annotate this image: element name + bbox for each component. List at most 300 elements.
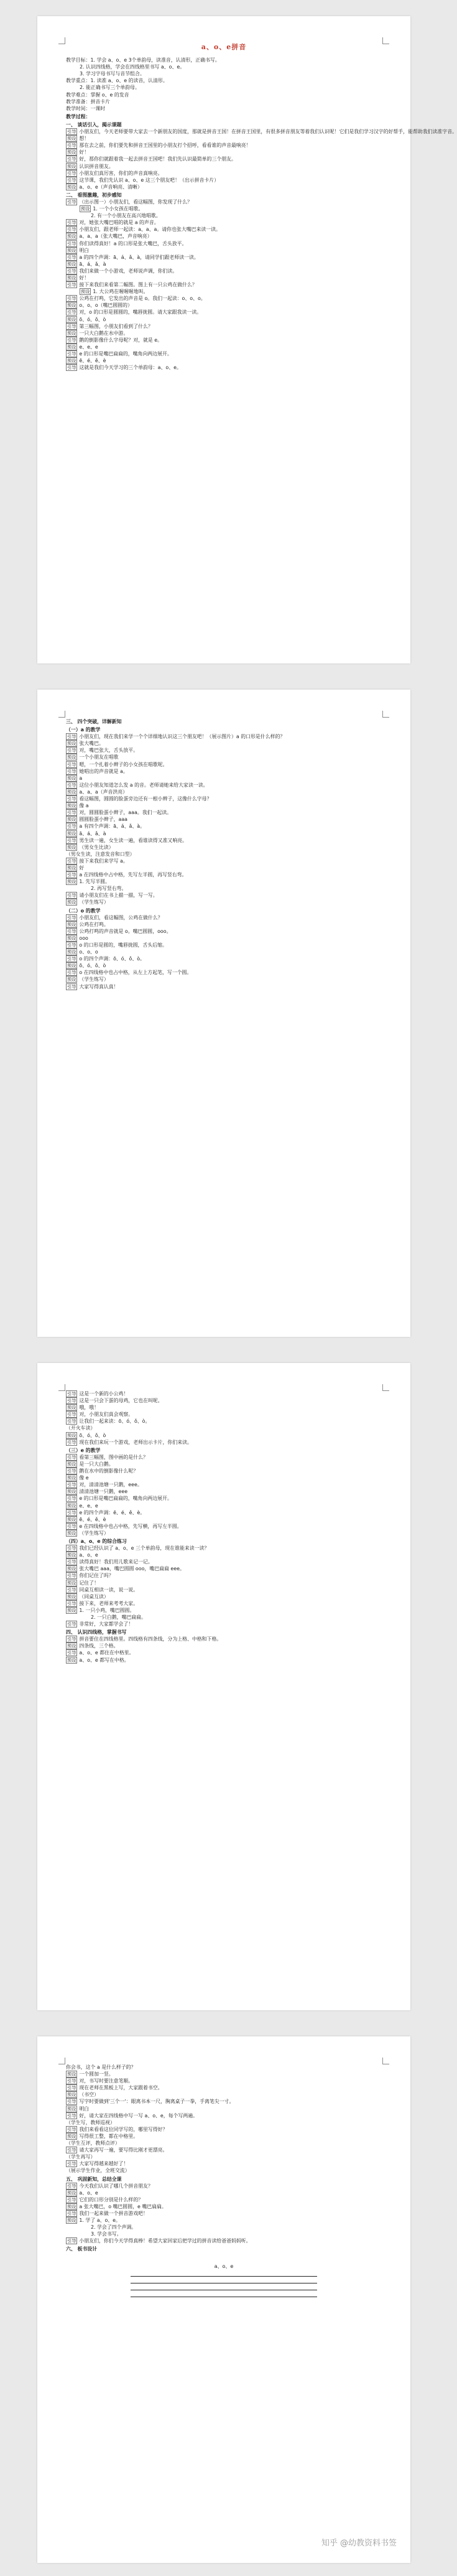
dialogue-tag: 预设: [67, 136, 76, 142]
dialogue-tag: 引导: [67, 240, 76, 246]
corner-crop-mark: [58, 37, 65, 44]
dialogue-tag: 引导: [67, 365, 76, 371]
corner-crop-mark: [382, 2058, 389, 2064]
text-line: [66, 2203, 382, 2210]
line-text: 认识拼音朋友。: [79, 163, 114, 169]
line-text: 那在去之前，你们要先和拼音王国里的小朋友打个招呼，看看谁的声音最响亮！: [79, 143, 251, 149]
text-line: [66, 782, 382, 789]
dialogue-tag: 预设: [67, 899, 76, 906]
dialogue-tag: 引导: [67, 170, 76, 176]
dialogue-tag: 引导: [67, 983, 76, 990]
line-text: 小朋友们，现在我们来学一个个详细地认识这三个朋友吧！（展示图片）a 的口形是什么样的？: [79, 734, 285, 740]
line-text: 她唱出的声音就是 a。: [79, 768, 128, 774]
text-line: [66, 1621, 382, 1628]
section-heading: [66, 726, 382, 733]
dialogue-tag: 预设: [67, 1475, 76, 1481]
text-line: [66, 2224, 382, 2231]
line-text: 2. 一只白鹅，嘴巴扁扁。: [91, 1614, 146, 1620]
text-line: [66, 240, 382, 247]
dialogue-tag: 引导: [67, 323, 76, 329]
line-text: 2. 学会了四个声调。: [91, 2224, 137, 2231]
dialogue-tag: 预设: [67, 1489, 76, 1495]
line-text: 公鸡在打鸣。: [79, 921, 109, 927]
text-line: [66, 1545, 382, 1552]
line-text: 明白: [79, 247, 90, 253]
text-line: [66, 955, 382, 962]
text-line: [66, 858, 382, 864]
line-text: a、a、a（声音洪亮）: [79, 789, 128, 795]
text-line: [66, 364, 382, 371]
dialogue-tag: 引导: [67, 1573, 76, 1579]
line-text: 1. 先写半圆。: [79, 879, 110, 885]
text-line: [66, 344, 382, 350]
text-line: [66, 795, 382, 802]
text-line: [66, 1509, 382, 1516]
dialogue-tag: 引导: [67, 309, 76, 316]
line-text: 张大嘴巴 aaa，嘴巴圆圆 ooo，嘴巴扁扁 eee。: [79, 1566, 185, 1572]
text-line: [66, 302, 382, 309]
line-text: 小朋友们，跟老师一起读：a、a、a。请你也张大嘴巴来读一读。: [79, 227, 221, 233]
document-page-2: [37, 690, 410, 1337]
line-text: （开火车读）: [66, 1425, 96, 1431]
line-text: （学生再写）: [66, 2154, 96, 2160]
line-text: 请大家再写一遍，要写得比刚才更漂亮。: [79, 2147, 168, 2153]
text-line: [66, 330, 382, 337]
dialogue-tag: 引导: [67, 1418, 76, 1425]
dialogue-tag: 引导: [67, 296, 76, 302]
text-line: [66, 1614, 382, 1621]
line-text: 请小朋友们在书上描一描，写一写。: [79, 892, 158, 899]
line-text: 写字时要做到'三个一'：眼离书本一尺，胸离桌子一拳，手离笔尖一寸。: [79, 2099, 234, 2105]
line-text: （出示图一）小朋友们，看这幅图，你发现了什么？: [79, 199, 192, 205]
corner-crop-mark: [382, 37, 389, 44]
text-line: [66, 316, 382, 323]
line-text: （四）a、o、e 的综合练习: [66, 1538, 127, 1544]
dialogue-tag: 预设: [67, 344, 76, 350]
section-heading: [66, 1447, 382, 1454]
text-line: [66, 350, 382, 357]
dialogue-tag: 预设: [67, 2071, 76, 2077]
text-line: [66, 2160, 382, 2167]
text-line: [66, 733, 382, 740]
line-text: 我们已经认识了 a、o、e 三个单韵母，现在谁能来读一读？: [79, 1545, 210, 1552]
line-text: 接下来我们来看第二幅图。图上有一只公鸡在做什么？: [79, 282, 197, 288]
dialogue-tag: 预设: [67, 864, 76, 871]
line-text: 对，嘴巴张大，舌头放平。: [79, 747, 139, 754]
line-text: 3. 学会书写。: [91, 2231, 122, 2237]
dialogue-tag: 引导: [67, 2183, 76, 2189]
dialogue-tag: 引导: [67, 1412, 76, 1418]
text-line: [66, 1404, 382, 1411]
blackboard-design: [131, 2263, 317, 2297]
line-text: 你会书，这个 a 是什么样子的？: [66, 2064, 136, 2070]
corner-crop-mark: [58, 1384, 65, 1391]
line-text: 小朋友们，今天老师要带大家去一个新朋友的国度，那就是拼音王国！在拼音王国里，有很多拼音朋友等着我们认识呢！它们是我们学习汉字的好帮手，能帮助我们读准字音。: [79, 129, 457, 135]
text-line: [66, 1411, 382, 1418]
dialogue-tag: 引导: [67, 337, 76, 343]
page-text-lines: [66, 1390, 382, 1664]
text-line: [66, 2064, 382, 2071]
text-line: [66, 935, 382, 942]
dialogue-tag: 预设: [67, 803, 76, 809]
line-text: a: [79, 775, 83, 781]
line-text: 2. 有一个小朋友在高兴地唱歌。: [91, 213, 161, 219]
text-line: [66, 928, 382, 935]
text-line: [66, 337, 382, 344]
text-line: [66, 135, 382, 142]
text-line: [66, 2112, 382, 2119]
document-page-1: [37, 16, 457, 663]
line-text: 五、 巩固新知，总结全课: [66, 2176, 122, 2182]
line-text: （学生练写）: [79, 1530, 109, 1536]
line-text: 像 e: [79, 1475, 89, 1481]
text-line: [66, 2140, 382, 2147]
text-line: [66, 281, 382, 288]
line-text: （一）a 的教学: [66, 727, 101, 733]
text-line: [66, 1390, 382, 1397]
line-text: 是一只大白鹅。: [79, 1461, 114, 1467]
corner-crop-mark: [382, 1384, 389, 1391]
text-line: [66, 1495, 382, 1502]
dialogue-tag: 引导: [67, 837, 76, 843]
dialogue-tag: 预设: [81, 206, 90, 212]
corner-crop-mark: [382, 711, 389, 718]
dialogue-tag: 引导: [67, 1650, 76, 1656]
dialogue-tag: 预设: [67, 1552, 76, 1558]
dialogue-tag: 引导: [67, 796, 76, 802]
text-line: [66, 789, 382, 795]
text-line: [66, 57, 382, 63]
section-heading: [66, 907, 382, 914]
line-text: e、e、e: [79, 344, 98, 350]
section-heading: [66, 1538, 382, 1545]
dialogue-tag: 预设: [67, 1580, 76, 1586]
line-text: 你们记住了吗？: [79, 1573, 114, 1579]
text-line: [66, 871, 382, 878]
dialogue-tag: 预设: [67, 2092, 76, 2098]
dialogue-tag: 引导: [67, 2085, 76, 2091]
line-text: 记住了！: [79, 1580, 99, 1586]
section-heading: [66, 718, 382, 725]
text-line: [66, 268, 382, 274]
dialogue-tag: 引导: [67, 1509, 76, 1515]
text-line: [66, 948, 382, 955]
board-title: a、o、e: [214, 2263, 234, 2269]
line-text: a 在四线格中占中格，先写左半圆，再写竖右弯。: [79, 872, 187, 878]
line-text: 这位小朋友知道怎么发 a 的音。老师请她来给大家读一读。: [79, 782, 208, 788]
dialogue-tag: 预设: [67, 977, 76, 983]
line-text: 看这幅图，圆圆的脸蛋旁边还有一根小辫子，这像什么字母？: [79, 796, 212, 802]
line-text: a、a、a（张大嘴巴，声音响亮）: [79, 233, 152, 240]
line-text: 好！: [79, 149, 90, 156]
text-line: [66, 149, 382, 156]
line-text: 好！: [79, 275, 90, 281]
corner-crop-mark: [58, 2058, 65, 2064]
line-text: ō、ó、ǒ、ò: [79, 316, 106, 322]
line-text: （同桌互读）: [79, 1593, 109, 1599]
text-line: [66, 1425, 382, 1431]
dialogue-tag: 引导: [67, 810, 76, 816]
dialogue-tag: 引导: [67, 1496, 76, 1502]
text-line: [66, 2231, 382, 2237]
line-text: 这是一只会下蛋的母鸡，它也在叫呢。: [79, 1398, 163, 1404]
line-text: 清清池塘一只鹅，eee: [79, 1489, 128, 1495]
text-line: [66, 170, 382, 177]
text-line: [66, 1418, 382, 1425]
text-line: [66, 1558, 382, 1565]
line-text: ē、é、ě、è: [79, 1516, 106, 1522]
dialogue-tag: 引导: [67, 2112, 76, 2119]
text-line: [66, 2091, 382, 2098]
line-text: o 的四个声调：ō、ó、ǒ、ò。: [79, 956, 145, 962]
watermark: 知乎 @幼教资料书签: [321, 2539, 397, 2548]
line-text: （书空）: [79, 2092, 99, 2098]
dialogue-tag: 预设: [67, 754, 76, 761]
text-line: [66, 942, 382, 948]
dialogue-tag: 引导: [67, 734, 76, 740]
dialogue-tag: 预设: [67, 2203, 76, 2209]
dialogue-tag: 引导: [67, 892, 76, 899]
text-line: [66, 740, 382, 747]
text-line: [66, 70, 382, 77]
text-line: [66, 768, 382, 775]
text-line: [66, 2167, 382, 2174]
line-text: （展示学生作业，全班交流）: [66, 2168, 130, 2174]
text-line: [66, 1432, 382, 1439]
text-line: [66, 1657, 382, 1664]
dialogue-tag: 预设: [67, 275, 76, 281]
line-text: ō、ó、ǒ、ò: [79, 1432, 106, 1438]
line-text: 第三幅图，小朋友们看到了什么？: [79, 323, 153, 329]
dialogue-tag: 引导: [67, 1586, 76, 1593]
text-line: [66, 1461, 382, 1468]
text-line: [66, 233, 382, 240]
text-line: [66, 2077, 382, 2084]
text-line: [66, 105, 382, 112]
line-text: 六、 板书设计: [66, 2246, 98, 2252]
text-line: [66, 864, 382, 871]
line-text: o、o、o: [79, 949, 98, 955]
line-text: 鹅在水中的倒影像什么呢？: [79, 1468, 139, 1474]
dialogue-tag: 预设: [67, 775, 76, 781]
line-text: 教学时间：一课时: [66, 105, 106, 111]
text-line: [66, 357, 382, 364]
line-text: 好: [79, 864, 85, 871]
dialogue-tag: 引导: [67, 942, 76, 948]
text-line: [66, 288, 382, 295]
line-text: o 在四线格中也占中格，从左上方起笔，写一个圆。: [79, 970, 192, 976]
line-text: 公鸡打鸣的声音就是 o。嘴巴圆圆，ooo。: [79, 928, 172, 934]
page-text-lines: [66, 718, 382, 990]
line-text: 教学难点：掌握 o、e 的发音: [66, 91, 129, 98]
dialogue-tag: 预设: [67, 844, 76, 850]
text-line: [66, 899, 382, 906]
page-text-lines: [66, 2064, 382, 2253]
dialogue-tag: 引导: [67, 2161, 76, 2167]
text-line: [66, 2126, 382, 2133]
text-line: [66, 2147, 382, 2153]
text-line: [66, 184, 382, 190]
line-text: 鹅的倒影像什么字母呢？对，就是 e。: [79, 337, 163, 343]
line-text: 明白: [79, 2105, 90, 2112]
text-line: [66, 163, 382, 170]
line-text: o、o、o（嘴巴圆圆的）: [79, 302, 132, 309]
text-line: [66, 98, 382, 105]
line-text: 一、 谈话引入，揭示课题: [66, 121, 122, 128]
line-text: 2. 再写竖右弯。: [91, 886, 127, 892]
text-line: [66, 976, 382, 983]
line-text: ā、á、ǎ、à: [79, 830, 106, 836]
dialogue-tag: 引导: [67, 1523, 76, 1529]
line-text: a、o、e: [79, 2190, 98, 2196]
text-line: [66, 830, 382, 837]
dialogue-tag: 引导: [67, 2210, 76, 2216]
line-text: 它们的口形分别是什么样的？: [79, 2196, 143, 2203]
dialogue-tag: 预设: [67, 184, 76, 190]
line-text: （学生练写）: [79, 899, 109, 906]
dialogue-tag: 预设: [81, 289, 90, 295]
line-text: （三）e 的教学: [66, 1447, 101, 1453]
line-text: a、o、e（声音响亮、清晰）: [79, 184, 142, 190]
line-text: 2. 能正确书写三个单韵母。: [80, 85, 140, 91]
dialogue-tag: 预设: [67, 302, 76, 309]
dialogue-tag: 引导: [67, 1600, 76, 1606]
text-line: [66, 1488, 382, 1495]
text-line: [66, 809, 382, 816]
line-text: ā、á、ǎ、à: [79, 261, 106, 267]
text-line: [66, 816, 382, 823]
text-line: [66, 802, 382, 809]
line-text: o 的口形是圆的，嘴唇拢圆，舌头后缩。: [79, 942, 167, 948]
text-line: [66, 1397, 382, 1404]
text-line: [66, 1649, 382, 1656]
dialogue-tag: 引导: [67, 914, 76, 920]
line-text: a、o、e 都写在中格。: [79, 1657, 129, 1663]
line-text: （二）o 的教学: [66, 907, 101, 914]
line-text: 一只大白鹅在水中游。: [79, 330, 129, 336]
dialogue-tag: 引导: [67, 1621, 76, 1628]
dialogue-tag: 引导: [67, 872, 76, 878]
text-line: [66, 1600, 382, 1607]
document-page-3: [37, 1363, 410, 2010]
line-text: e、e、e: [79, 1502, 98, 1509]
line-text: 小朋友们，你们今天学得真棒！希望大家回家后把学过的拼音读给爸爸妈妈听。: [79, 2238, 251, 2244]
text-line: [66, 878, 382, 885]
dialogue-tag: 引导: [67, 782, 76, 788]
line-text: （学生互评，教师点评）: [66, 2140, 120, 2147]
text-line: [66, 2153, 382, 2160]
dialogue-tag: 引导: [67, 268, 76, 274]
dialogue-tag: 引导: [67, 177, 76, 183]
dialogue-tag: 预设: [67, 1432, 76, 1438]
line-text: 像 a: [79, 803, 89, 809]
text-line: [66, 2105, 382, 2112]
line-text: 嗯，一个扎着小辫子的小女孩在唱歌呢。: [79, 761, 168, 767]
dialogue-tag: 引导: [67, 1454, 76, 1460]
text-line: [66, 761, 382, 768]
line-text: 三、 四个突破，详解新知: [66, 719, 122, 724]
text-line: [66, 983, 382, 990]
text-line: [66, 837, 382, 844]
line-text: 男生读一遍，女生读一遍，看谁读得又准又响亮。: [79, 837, 187, 843]
line-text: 小朋友们真厉害，你们的声音真响亮。: [79, 170, 163, 176]
text-line: [66, 219, 382, 226]
text-line: [66, 1523, 382, 1530]
dialogue-tag: 引导: [67, 928, 76, 934]
text-line: [66, 1481, 382, 1488]
dialogue-tag: 引导: [67, 747, 76, 754]
line-text: a 有四个声调：ā、á、ǎ、à。: [79, 823, 145, 830]
text-line: [66, 295, 382, 302]
line-text: 我们一起来做一个拼音游戏吧！: [79, 2210, 148, 2216]
text-line: [66, 823, 382, 830]
text-line: [66, 2119, 382, 2126]
line-text: 我们来看看这位同学写的，哪里写得好？: [79, 2126, 168, 2132]
dialogue-tag: 预设: [67, 921, 76, 927]
dialogue-tag: 预设: [67, 149, 76, 156]
line-text: 同桌互相读一读，说一说。: [79, 1586, 139, 1593]
dialogue-tag: 预设: [67, 949, 76, 955]
document-page-4: [37, 2036, 410, 2563]
text-line: [66, 1565, 382, 1572]
line-text: 接下来，老师来考考大家。: [79, 1600, 139, 1606]
text-line: [66, 261, 382, 268]
text-line: [66, 2196, 382, 2203]
line-text: ō、ó、ǒ、ò: [79, 963, 106, 969]
dialogue-tag: 引导: [67, 2147, 76, 2153]
line-text: 非常好，大家都学会了！: [79, 1621, 134, 1628]
text-line: [66, 921, 382, 928]
board-line: [131, 2276, 317, 2277]
line-text: 四条线，三个格。: [79, 1643, 119, 1649]
dialogue-tag: 预设: [67, 963, 76, 969]
text-line: [66, 1636, 382, 1642]
dialogue-tag: 预设: [67, 1643, 76, 1649]
dialogue-tag: 预设: [67, 2133, 76, 2139]
text-line: [66, 1530, 382, 1537]
line-text: 教学重点：1. 读准 a、o、e 的读音，认清形。: [66, 78, 168, 84]
text-line: [66, 2210, 382, 2217]
dialogue-tag: 预设: [67, 2105, 76, 2112]
line-text: e 在四线格中也占中格，先写横，再写左半圆。: [79, 1523, 182, 1529]
line-text: e 的四个声调：ē、é、ě、è。: [79, 1509, 145, 1515]
dialogue-tag: 引导: [67, 823, 76, 830]
line-text: 2. 认识四线格，学会在四线格里书写 a、o、e。: [80, 64, 185, 70]
text-line: [66, 851, 382, 858]
dialogue-tag: 引导: [67, 254, 76, 260]
line-text: e 的口形是嘴巴扁扁的，嘴角向两边展开。: [79, 351, 172, 357]
line-text: ooo: [79, 935, 88, 941]
dialogue-tag: 引导: [67, 156, 76, 162]
line-text: a、o、e 都住在中格里。: [79, 1650, 134, 1656]
text-line: [66, 2217, 382, 2224]
dialogue-tag: 预设: [67, 1516, 76, 1522]
text-line: [66, 199, 382, 205]
text-line: [66, 1552, 382, 1558]
line-text: ē、é、ě、è: [79, 358, 106, 364]
text-line: [66, 323, 382, 330]
dialogue-tag: 引导: [67, 1545, 76, 1552]
text-line: [66, 142, 382, 149]
line-text: 一个圆加一竖。: [79, 2071, 114, 2077]
text-line: [66, 1586, 382, 1593]
line-text: 小朋友们，看这幅图，公鸡在做什么？: [79, 914, 163, 920]
text-line: [66, 1516, 382, 1523]
line-text: （学生练写）: [79, 977, 109, 983]
dialogue-tag: 预设: [67, 879, 76, 885]
dialogue-tag: 预设: [67, 830, 76, 836]
line-text: 接下来我们来学写 a。: [79, 858, 128, 864]
